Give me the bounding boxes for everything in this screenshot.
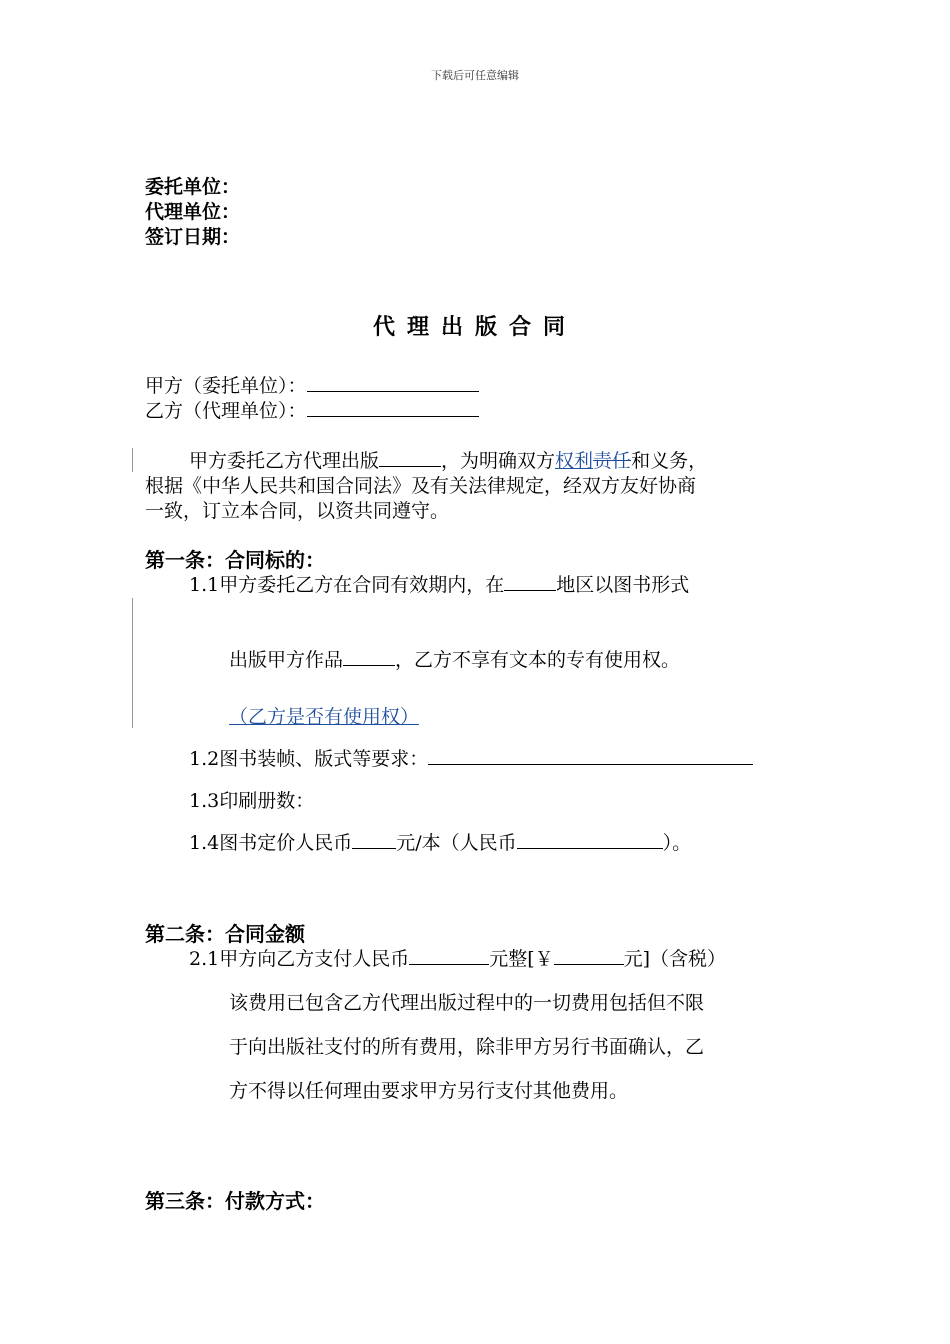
contract-title: 代理出版合同 [372,315,577,340]
clause-2-1-text-b: 元整[￥ [489,948,554,970]
clause-1-1-text-b: 地区以图书形式 [556,574,690,596]
party-a-blank [307,373,479,392]
clause-1-1-line-2 [229,647,680,673]
client-unit-label: 委托单位： [145,176,241,198]
party-b-blank [307,398,479,417]
party-b-line [145,398,479,424]
price-blank [352,830,396,849]
clause-1-2-text: 1.2图书装帧、版式等要求： [189,748,429,770]
intro-line-3: 一致，订立本合同，以资共同遵守。 [145,500,450,522]
clause-1-4-text-a: 1.4图书定价人民币 [189,832,353,854]
page-header-note: 下载后可任意编辑 [431,69,519,82]
clause-1-4-text-c: ）。 [662,832,692,854]
clause-1-1-text-a: 1.1甲方委托乙方在合同有效期内，在 [189,574,505,596]
revision-change-bar-2 [132,598,133,728]
clause-2-1-line-2: 该费用已包含乙方代理出版过程中的一切费用包括但不限 [229,992,705,1014]
party-b-label: 乙方（代理单位）： [145,400,307,422]
deleted-text: 责任 [593,450,632,472]
clause-2-1-line-4: 方不得以任何理由要求甲方另行支付其他费用。 [229,1080,629,1102]
sign-date-label: 签订日期： [145,226,241,248]
inserted-text: 权利 [555,450,594,472]
revision-change-bar [132,448,133,472]
intro-text-1a: 甲方委托乙方代理出版 [189,450,380,472]
article-1-heading: 第一条：合同标的： [145,548,325,572]
clause-1-2-line [189,746,753,772]
party-a-label: 甲方（委托单位）： [145,375,307,397]
intro-text-1b: ，为明确双方 [441,450,556,472]
clause-1-1-text-d: ，乙方不享有文本的专有使用权。 [395,649,681,671]
clause-1-1-line-1 [189,572,689,598]
article-2-heading: 第二条：合同金额 [145,922,305,946]
clause-2-1-text-c: 元]（含税） [623,948,727,970]
amount-number-blank [554,946,624,965]
clause-2-1-line-1 [189,946,726,972]
clause-2-1-text-a: 2.1甲方向乙方支付人民币 [189,948,410,970]
clause-1-1-note: （乙方是否有使用权） [229,706,420,728]
clause-1-1-text-c: 出版甲方作品 [229,649,344,671]
intro-text-1c: 和义务， [631,450,708,472]
party-a-line [145,373,479,399]
work-blank [343,647,395,666]
clause-1-3-line: 1.3印刷册数： [189,790,315,812]
agent-unit-label: 代理单位： [145,201,241,223]
intro-line-1 [189,448,707,474]
clause-1-4-line [189,830,691,856]
publication-blank [379,448,441,467]
region-blank [504,572,556,591]
amount-blank [409,946,489,965]
binding-requirements-blank [428,746,753,765]
clause-1-4-text-b: 元/本（人民币 [396,832,517,854]
price-words-blank [517,830,663,849]
intro-line-2: 根据《中华人民共和国合同法》及有关法律规定，经双方友好协商 [145,475,697,497]
article-3-heading: 第三条：付款方式： [145,1189,325,1213]
clause-2-1-line-3: 于向出版社支付的所有费用，除非甲方另行书面确认，乙 [229,1036,705,1058]
